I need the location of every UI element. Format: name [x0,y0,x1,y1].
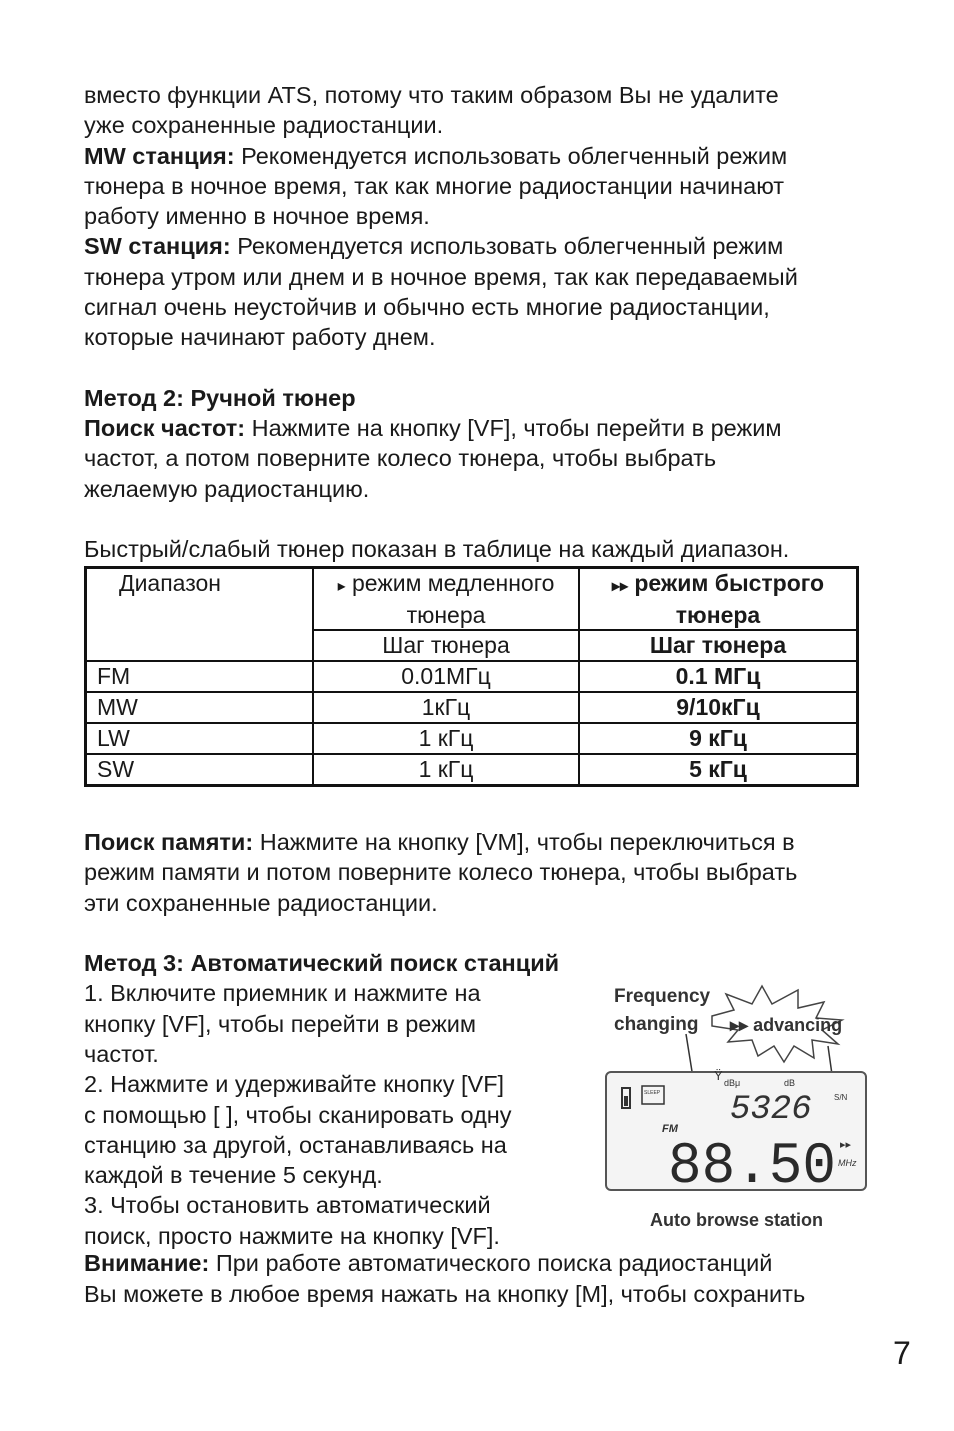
step-line: кнопку [VF], чтобы перейти в режим [84,1010,477,1037]
step-line: частот. [84,1040,159,1067]
step-fast: Шаг тюнера [579,630,858,661]
table-row [86,754,858,786]
table-row [86,692,858,723]
mw-text: работу именно в ночное время. [84,203,430,230]
label-advancing: ▸▸ advancing [730,1015,843,1036]
fm-label: FM [662,1123,678,1136]
note-label: Внимание: [84,1250,210,1277]
method2-title [84,383,874,413]
step-line: поиск, просто нажмите на кнопку [VF]. [84,1222,500,1249]
method3-title-text: Метод 3: Автоматический поиск станций [84,950,560,977]
tuning-step-table [84,566,859,787]
band-cell: FM [86,661,314,692]
band-cell: SW [86,754,314,786]
memory-text: Нажмите на кнопку [VM], чтобы переключиться в [253,829,795,856]
method3-section [84,978,874,1248]
figure-caption: Auto browse station [650,1210,824,1231]
note-text: Вы можете в любое время нажать на кнопку [M], чтобы сохранить [84,1280,806,1307]
db-label: dB [784,1078,796,1089]
header-fast-text: режим быстрого [634,570,825,597]
method2-title-text: Метод 2: Ручной тюнер [84,384,356,411]
mw-paragraph [84,141,874,171]
header-fast-text: тюнера [675,602,761,629]
method3-steps [84,978,574,1251]
memory-text: эти сохраненные радиостанции. [84,889,438,916]
search-label: Поиск частот: [84,414,246,441]
mw-text: Рекомендуется использовать облегченный режим [234,142,788,169]
fast-cell: 0.1 МГц [579,661,858,692]
mw-text: тюнера в ночное время, так как многие радиостанции начинают [84,172,785,199]
search-paragraph [84,413,874,443]
antenna-icon: Ÿ [714,1068,723,1084]
page-number: 7 [893,1335,911,1371]
header-slow [313,568,579,631]
step-line: станцию за другой, останавливаясь на [84,1131,507,1158]
table-row [86,661,858,692]
note-text: При работе автоматического поиска радиостанций [209,1250,773,1277]
lcd-main-digits: 88.50 [668,1135,836,1201]
slow-arrow-icon: ▸ [337,578,346,596]
header-slow-text: режим медленного [352,570,555,597]
label-changing: changing [614,1014,699,1036]
fast-arrow-icon: ▸▸ [611,578,628,596]
page-content [84,80,874,1309]
memory-text: режим памяти и потом поверните колесо тюнера, чтобы выбрать [84,859,798,886]
step-line: каждой в течение 5 секунд. [84,1162,383,1189]
table-caption: Быстрый/слабый тюнер показан в таблице на каждый диапазон. [84,535,790,562]
table-row [86,723,858,754]
lcd-top-digits: 5326 [730,1091,812,1130]
step-line: 2. Нажмите и удерживайте кнопку [VF] [84,1071,505,1098]
fast-cell: 9/10кГц [579,692,858,723]
sleep-label: SLEEP [644,1090,661,1097]
sw-text: Рекомендуется использовать облегченный режим [230,233,784,260]
sw-label: SW станция: [84,233,231,260]
search-text: желаемую радиостанцию. [84,475,370,502]
intro-line: вместо функции ATS, потому что таким образом Вы не удалите [84,82,779,108]
note-paragraph [84,1248,874,1278]
slow-cell: 1кГц [313,692,579,723]
sn-label: S/N [834,1093,848,1103]
header-slow-text: тюнера [406,602,486,629]
memory-label: Поиск памяти: [84,829,254,856]
band-cell: MW [86,692,314,723]
label-frequency: Frequency [614,986,711,1008]
slow-cell: 0.01МГц [313,661,579,692]
header-fast [579,568,858,631]
step-slow: Шаг тюнера [313,630,579,661]
sw-text: тюнера утром или днем и в ночное время, так как передаваемый [84,263,798,290]
memory-paragraph [84,827,874,857]
sw-paragraph [84,231,874,261]
sw-text: которые начинают работу днем. [84,324,436,351]
method3-title [84,948,874,978]
slow-cell: 1 кГц [313,754,579,786]
lcd-arrows-icon: ▸▸ [840,1139,852,1152]
slow-cell: 1 кГц [313,723,579,754]
fast-cell: 9 кГц [579,723,858,754]
lcd-figure [602,976,872,1236]
step-line: с помощью [ ], чтобы сканировать одну [84,1101,512,1128]
mhz-label: MHz [838,1158,857,1169]
search-text: частот, а потом поверните колесо тюнера, чтобы выбрать [84,445,717,472]
band-cell: LW [86,723,314,754]
header-band: Диапазон [86,568,314,662]
intro-line: уже сохраненные радиостанции. [84,112,444,139]
fast-cell: 5 кГц [579,754,858,786]
sw-text: сигнал очень неустойчив и обычно есть многие радиостанции, [84,294,770,321]
search-text: Нажмите на кнопку [VF], чтобы перейти в режим [245,414,782,441]
step-line: 3. Чтобы остановить автоматический [84,1192,491,1219]
step-line: 1. Включите приемник и нажмите на [84,980,481,1007]
mw-label: MW станция: [84,142,235,169]
dbu-label: dBμ [724,1078,741,1089]
